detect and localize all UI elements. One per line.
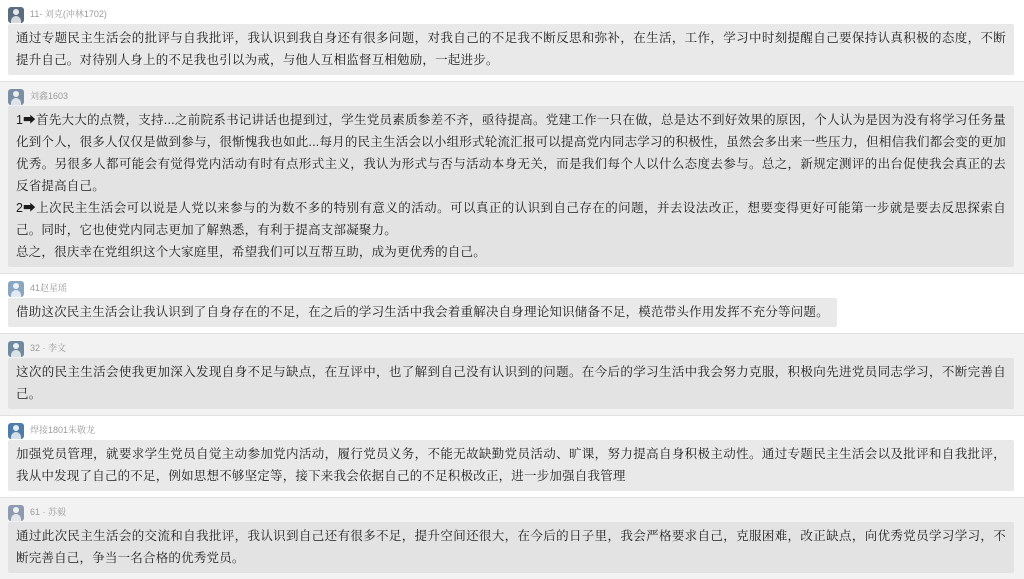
comment-body-row bbox=[0, 24, 1024, 75]
comment-meta: 刘鑫1603 bbox=[30, 91, 69, 101]
user-avatar-icon bbox=[8, 281, 24, 297]
comment-bubble bbox=[8, 440, 1014, 491]
comment-paragraph: 加强党员管理，就要求学生党员自觉主动参加党内活动，履行党员义务，不能无故缺勤党员活动、旷课，努力提高自身积极主动性。通过专题民主生活会以及批评和自我批评，我从中发现了自己的不足，例如思想不够坚定等，接下来我会依据自己的不足积极改正，进一步加强自我管理 bbox=[16, 447, 1006, 483]
user-avatar-icon bbox=[8, 7, 24, 23]
comment-paragraph: 2➡上次民主生活会可以说是人党以来参与的为数不多的特别有意义的活动。可以真正的认识到自己存在的问题，并去设法改正，想要变得更好可能第一步就是要去反思探索自己。同时，它也使党内同志更加了解熟悉，有利于提高支部凝聚力。 bbox=[16, 201, 1006, 237]
comment-paragraph: 通过专题民主生活会的批评与自我批评，我认识到我自身还有很多问题，对我自己的不足我不断反思和弥补，在生活，工作，学习中时刻提醒自己要保持认真积极的态度，不断提升自己。对待别人身上的不足我也引以为戒，与他人互相监督互相勉励，一起进步。 bbox=[16, 31, 1006, 67]
comment-paragraph: 总之，很庆幸在党组织这个大家庭里，希望我们可以互帮互助，成为更优秀的自己。 bbox=[16, 245, 486, 259]
comment-header bbox=[0, 338, 1024, 358]
comment-body-row bbox=[0, 106, 1024, 267]
comment-body-row bbox=[0, 358, 1024, 409]
comment-bubble bbox=[8, 298, 837, 327]
comment-body-row bbox=[0, 298, 1024, 327]
comment-meta: 焊接1801朱敬龙 bbox=[30, 425, 96, 435]
comment-item[interactable] bbox=[0, 498, 1024, 579]
comment-item[interactable] bbox=[0, 82, 1024, 273]
comment-header bbox=[0, 86, 1024, 106]
comment-header bbox=[0, 502, 1024, 522]
user-avatar-icon bbox=[8, 341, 24, 357]
comment-meta: 41赵星瑶 bbox=[30, 283, 68, 293]
comment-paragraph: 通过此次民主生活会的交流和自我批评，我认识到自己还有很多不足，提升空间还很大，在今后的日子里，我会严格要求自己，克服困难，改正缺点，向优秀党员学习学习，不断完善自己，争当一名合格的优秀党员。 bbox=[16, 529, 1006, 565]
comment-paragraph: 1➡首先大大的点赞，支持...之前院系书记讲话也提到过，学生党员素质参差不齐，亟待提高。党建工作一只在做，总是达不到好效果的原因，个人认为是因为没有将学习任务量化到个人，很多人仅仅是做到参与，很惭愧我也如此...每月的民主生活会以小组形式轮流汇报可以提高党内同志学习的积极性，虽然会多出来一些压力，但相信我们都会变的更加优秀。另很多人都可能会有觉得党内活动有时有点形式主义，我认为形式与否与活动本身无关，而是我们每个人以什么态度去参与。总之，新规定测评的出台促使我会真正的去反省提高自己。 bbox=[16, 113, 1006, 193]
comment-paragraph: 借助这次民主生活会让我认识到了自身存在的不足，在之后的学习生活中我会着重解决自身理论知识储备不足，模范带头作用发挥不充分等问题。 bbox=[16, 305, 829, 319]
comment-bubble bbox=[8, 522, 1014, 573]
user-avatar-icon bbox=[8, 505, 24, 521]
comment-item[interactable] bbox=[0, 274, 1024, 333]
comment-meta: 32 · 李文 bbox=[30, 343, 67, 353]
comment-bubble bbox=[8, 106, 1014, 267]
comment-item[interactable] bbox=[0, 416, 1024, 497]
comment-header bbox=[0, 420, 1024, 440]
comment-item[interactable] bbox=[0, 0, 1024, 81]
comment-body-row bbox=[0, 440, 1024, 491]
user-avatar-icon bbox=[8, 423, 24, 439]
comment-meta: 61 · 苏毅 bbox=[30, 507, 67, 517]
comment-item[interactable] bbox=[0, 334, 1024, 415]
comment-body-row bbox=[0, 522, 1024, 573]
comment-bubble bbox=[8, 24, 1014, 75]
comment-header bbox=[0, 4, 1024, 24]
comment-header bbox=[0, 278, 1024, 298]
comment-bubble bbox=[8, 358, 1014, 409]
comment-paragraph: 这次的民主生活会使我更加深入发现自身不足与缺点，在互评中，也了解到自己没有认识到的问题。在今后的学习生活中我会努力克服，积极向先进党员同志学习，不断完善自己。 bbox=[16, 365, 1006, 401]
comment-meta: 11- 刘克(冲林1702) bbox=[30, 9, 107, 19]
user-avatar-icon bbox=[8, 89, 24, 105]
